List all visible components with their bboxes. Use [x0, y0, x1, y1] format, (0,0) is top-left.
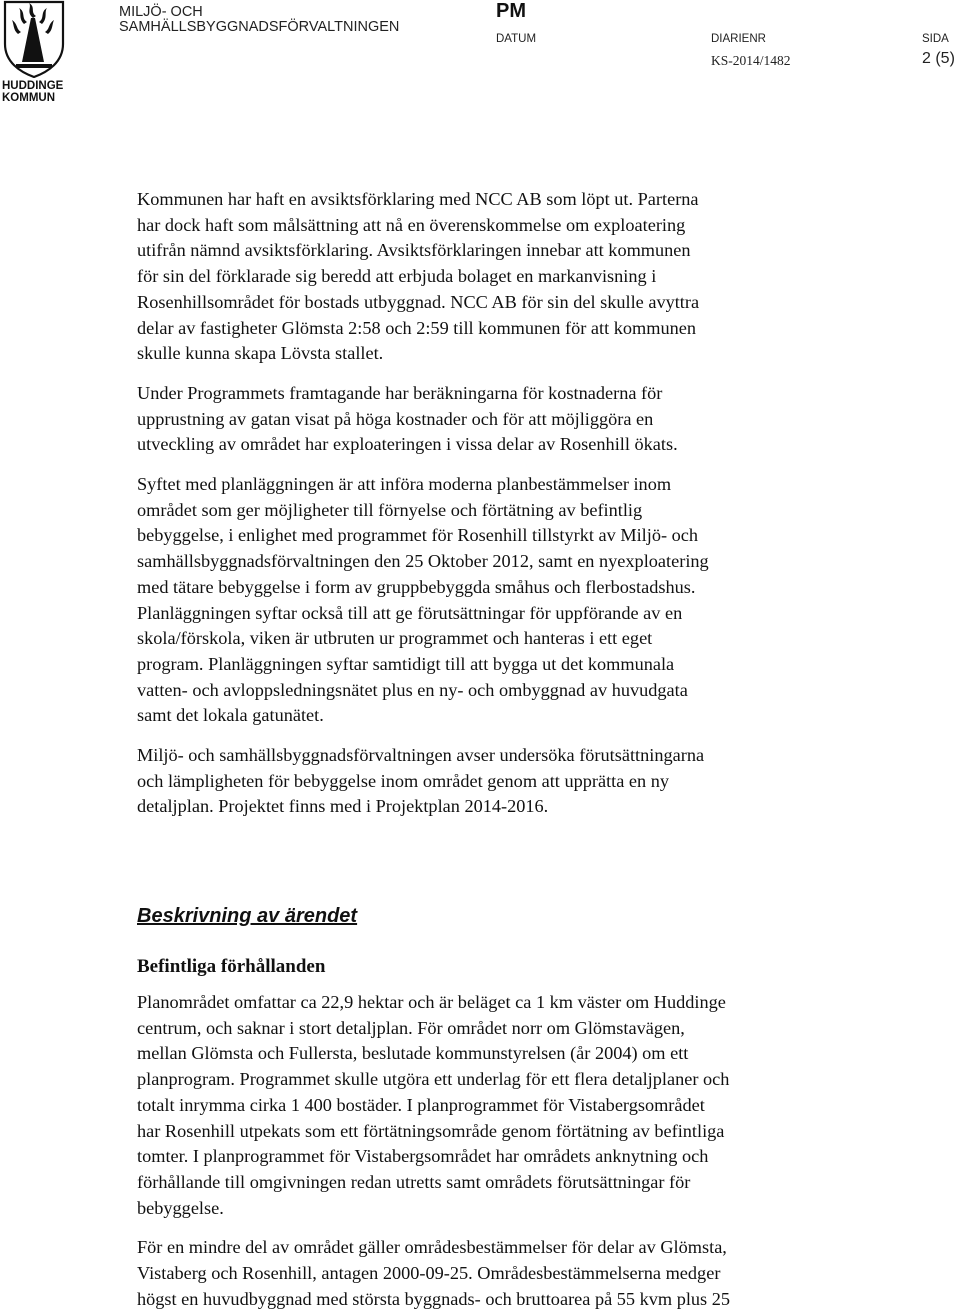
text-line: för sin del förklarade sig beredd att erbjuda bolaget en markanvisning i	[137, 266, 657, 287]
text-line: Rosenhillsområdet för bostads utbyggnad. NCC AB för sin del skulle avyttra	[137, 291, 700, 312]
paragraph	[137, 472, 849, 729]
diarienr-value: KS-2014/1482	[711, 53, 791, 68]
text-line: har dock haft som målsättning att nå en överenskommelse om exploatering	[137, 214, 686, 235]
paragraph	[137, 990, 849, 1221]
text-line: centrum, och saknar i stort detaljplan. För området norr om Glömstavägen,	[137, 1017, 685, 1038]
municipality-logo	[0, 0, 118, 108]
text-line: totalt inrymma cirka 1 400 bostäder. I planprogrammet för Vistabergsområdet	[137, 1094, 705, 1115]
text-line: Under Programmets framtagande har beräkningarna för kostnaderna för	[137, 382, 663, 403]
text-line: mellan Glömsta och Fullersta, beslutade kommunstyrelsen (år 2004) om ett	[137, 1043, 689, 1064]
text-line: upprustning av gatan visat på höga kostnader och för att möjliggöra en	[137, 408, 654, 429]
logo-text-line-1: HUDDINGE	[2, 80, 64, 92]
organization-name	[119, 5, 399, 35]
logo-text-line-2: KOMMUN	[2, 92, 56, 104]
text-line: området som ger möjligheter till förnyelse och förtätning av befintlig	[137, 499, 643, 520]
text-line: förhållande till omgivningen redan utretts samt områdets förutsättningar för	[137, 1171, 691, 1192]
text-line: För en mindre del av området gäller områdesbestämmelser för delar av Glömsta,	[137, 1237, 727, 1258]
text-line: högst en huvudbyggnad med största byggnads- och bruttoarea på 55 kvm plus 25	[137, 1288, 731, 1309]
text-line: har Rosenhill utpekats som ett förtätningsområde genom förtätning av befintliga	[137, 1120, 725, 1141]
text-line: skulle kunna skapa Lövsta stallet.	[137, 343, 384, 364]
org-line-2: SAMHÄLLSBYGGNADSFÖRVALTNINGEN	[119, 19, 400, 35]
text-line: utifrån nämnd avsiktsförklaring. Avsiktsförklaringen innebar att kommunen	[137, 240, 691, 261]
paragraph	[137, 187, 849, 367]
paragraph	[137, 743, 849, 820]
diarienr-label: DIARIENR	[711, 33, 766, 45]
paragraph	[137, 1235, 849, 1312]
coat-of-arms-icon	[2, 0, 66, 78]
section-heading: Beskrivning av ärendet	[137, 905, 358, 927]
text-line: bebyggelse, i enlighet med programmet för Rosenhill tillstyrkt av Miljö- och	[137, 525, 699, 546]
text-line: samhällsbyggnadsförvaltningen den 25 Oktober 2012, samt en nyexploatering	[137, 551, 709, 572]
text-line: med tätare bebyggelse i form av gruppbebyggda småhus och flerbostadshus.	[137, 576, 696, 597]
text-line: Miljö- och samhällsbyggnadsförvaltningen avser undersöka förutsättningarna	[137, 745, 705, 766]
org-line-1: MILJÖ- OCH	[119, 4, 203, 20]
paragraph	[137, 381, 849, 458]
sub-heading: Befintliga förhållanden	[137, 956, 326, 977]
page-number: 2 (5)	[922, 50, 955, 67]
text-line: planprogram. Programmet skulle utgöra ett underlag för ett flera detaljplaner och	[137, 1069, 730, 1090]
text-line: bebyggelse.	[137, 1197, 224, 1218]
text-line: utveckling av området har exploateringen i vissa delar av Rosenhill ökats.	[137, 434, 678, 455]
text-line: Planområdet omfattar ca 22,9 hektar och är beläget ca 1 km väster om Huddinge	[137, 992, 726, 1012]
sida-label: SIDA	[922, 33, 949, 45]
datum-label: DATUM	[496, 33, 537, 45]
text-line: detaljplan. Projektet finns med i Projektplan 2014-2016.	[137, 796, 549, 817]
text-line: program. Planläggningen syftar samtidigt till att bygga ut det kommunala	[137, 653, 675, 674]
body-text	[137, 187, 849, 820]
text-line: Vistaberg och Rosenhill, antagen 2000-09-25. Områdesbestämmelserna medger	[137, 1263, 721, 1284]
logo-text	[2, 80, 63, 104]
text-line: vatten- och avloppsledningsnätet plus en ny- och ombyggnad av huvudgata	[137, 679, 688, 700]
text-line: Planläggningen syftar också till att ge förutsättningar för uppförande av en	[137, 602, 683, 623]
text-line: samt det lokala gatunätet.	[137, 705, 324, 726]
text-line: skola/förskola, viken är utbruten ur programmet och hanteras i ett eget	[137, 628, 653, 649]
text-line: Kommunen har haft en avsiktsförklaring med NCC AB som löpt ut. Parterna	[137, 189, 699, 209]
text-line: Syftet med planläggningen är att införa moderna planbestämmelser inom	[137, 474, 672, 495]
text-line: delar av fastigheter Glömsta 2:58 och 2:59 till kommunen för att kommunen	[137, 317, 696, 338]
body-text-2	[137, 990, 849, 1312]
text-line: och lämpligheten för bebyggelse inom området genom att upprätta en ny	[137, 770, 670, 791]
text-line: tomter. I planprogrammet för Vistabergsområdet har områdets anknytning och	[137, 1146, 709, 1167]
document-type: PM	[496, 0, 526, 22]
